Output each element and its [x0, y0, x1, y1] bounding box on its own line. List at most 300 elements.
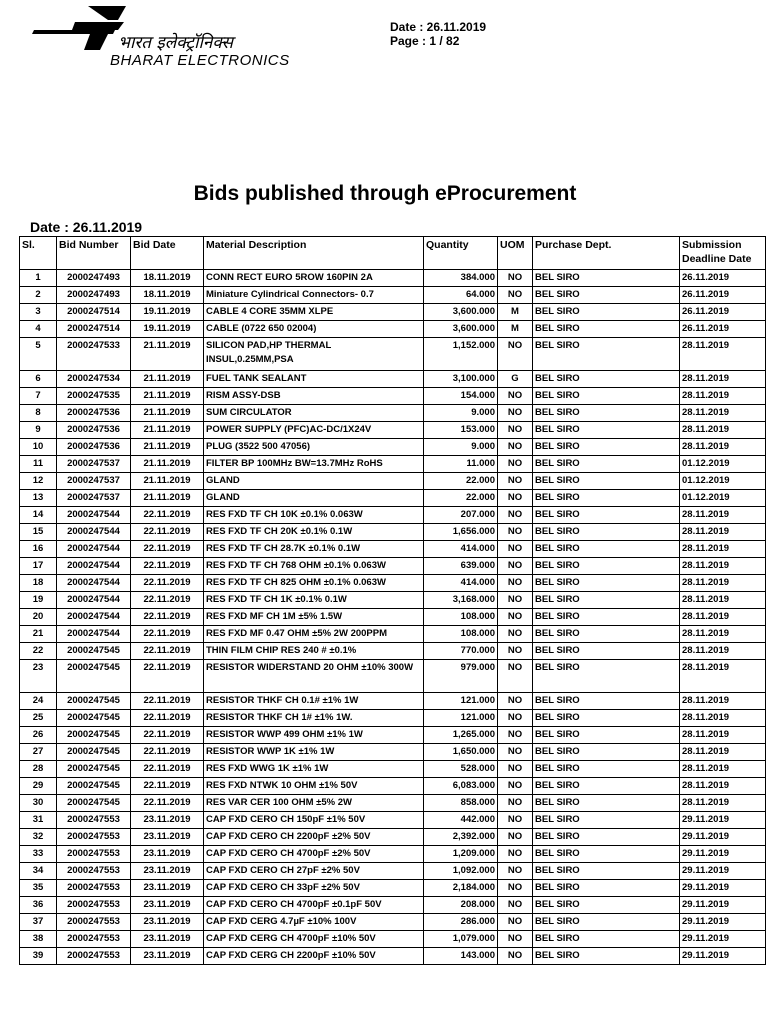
cell-quantity: 1,152.000 [424, 338, 498, 371]
cell-sl: 32 [20, 829, 57, 846]
table-row [20, 761, 766, 778]
cell-bid-number: 2000247536 [57, 439, 131, 456]
cell-quantity: 121.000 [424, 710, 498, 727]
cell-bid-number: 2000247514 [57, 321, 131, 338]
cell-submission-deadline: 29.11.2019 [680, 948, 766, 965]
cell-submission-deadline: 28.11.2019 [680, 795, 766, 812]
cell-bid-date: 19.11.2019 [131, 304, 204, 321]
cell-quantity: 384.000 [424, 270, 498, 287]
report-date: Date : 26.11.2019 [30, 219, 143, 235]
company-logo [20, 4, 350, 70]
cell-sl: 30 [20, 795, 57, 812]
cell-submission-deadline: 29.11.2019 [680, 880, 766, 897]
cell-submission-deadline: 29.11.2019 [680, 914, 766, 931]
cell-bid-number: 2000247537 [57, 456, 131, 473]
cell-quantity: 979.000 [424, 660, 498, 693]
cell-bid-date: 23.11.2019 [131, 880, 204, 897]
cell-bid-date: 23.11.2019 [131, 846, 204, 863]
cell-bid-number: 2000247553 [57, 829, 131, 846]
cell-sl: 22 [20, 643, 57, 660]
cell-uom: NO [498, 795, 533, 812]
cell-bid-number: 2000247544 [57, 626, 131, 643]
cell-quantity: 11.000 [424, 456, 498, 473]
cell-bid-number: 2000247545 [57, 727, 131, 744]
table-row [20, 880, 766, 897]
cell-purchase-dept: BEL SIRO [533, 524, 680, 541]
cell-submission-deadline: 28.11.2019 [680, 761, 766, 778]
cell-material-description: CAP FXD CERG CH 2200pF ±10% 50V [204, 948, 424, 965]
cell-uom: NO [498, 812, 533, 829]
cell-material-description: RES FXD MF CH 1M ±5% 1.5W [204, 609, 424, 626]
cell-purchase-dept: BEL SIRO [533, 880, 680, 897]
cell-quantity: 858.000 [424, 795, 498, 812]
cell-bid-date: 22.11.2019 [131, 541, 204, 558]
cell-uom: NO [498, 592, 533, 609]
cell-purchase-dept: BEL SIRO [533, 592, 680, 609]
cell-bid-date: 22.11.2019 [131, 693, 204, 710]
cell-quantity: 1,265.000 [424, 727, 498, 744]
cell-material-description: RESISTOR THKF CH 1# ±1% 1W. [204, 710, 424, 727]
cell-purchase-dept: BEL SIRO [533, 914, 680, 931]
cell-bid-date: 23.11.2019 [131, 829, 204, 846]
cell-sl: 12 [20, 473, 57, 490]
cell-submission-deadline: 28.11.2019 [680, 507, 766, 524]
cell-quantity: 1,092.000 [424, 863, 498, 880]
cell-material-description: FILTER BP 100MHz BW=13.7MHz RoHS [204, 456, 424, 473]
cell-bid-date: 21.11.2019 [131, 405, 204, 422]
column-header-bid-date: Bid Date [131, 237, 204, 270]
cell-submission-deadline: 26.11.2019 [680, 287, 766, 304]
cell-submission-deadline: 26.11.2019 [680, 321, 766, 338]
cell-uom: NO [498, 863, 533, 880]
cell-uom: NO [498, 660, 533, 693]
cell-purchase-dept: BEL SIRO [533, 931, 680, 948]
cell-bid-date: 21.11.2019 [131, 439, 204, 456]
cell-bid-date: 21.11.2019 [131, 422, 204, 439]
cell-bid-number: 2000247545 [57, 710, 131, 727]
cell-bid-date: 18.11.2019 [131, 270, 204, 287]
cell-purchase-dept: BEL SIRO [533, 405, 680, 422]
cell-submission-deadline: 29.11.2019 [680, 812, 766, 829]
cell-bid-number: 2000247544 [57, 524, 131, 541]
cell-quantity: 108.000 [424, 626, 498, 643]
cell-quantity: 207.000 [424, 507, 498, 524]
table-row [20, 405, 766, 422]
logo-english-text: BHARAT ELECTRONICS [110, 52, 290, 69]
cell-quantity: 9.000 [424, 405, 498, 422]
cell-sl: 15 [20, 524, 57, 541]
cell-sl: 39 [20, 948, 57, 965]
cell-bid-number: 2000247536 [57, 422, 131, 439]
cell-sl: 29 [20, 778, 57, 795]
cell-quantity: 208.000 [424, 897, 498, 914]
table-row [20, 473, 766, 490]
cell-bid-date: 22.11.2019 [131, 660, 204, 693]
cell-sl: 23 [20, 660, 57, 693]
cell-quantity: 414.000 [424, 541, 498, 558]
cell-quantity: 3,100.000 [424, 371, 498, 388]
cell-quantity: 143.000 [424, 948, 498, 965]
cell-purchase-dept: BEL SIRO [533, 761, 680, 778]
cell-bid-number: 2000247536 [57, 405, 131, 422]
cell-material-description: RISM ASSY-DSB [204, 388, 424, 405]
cell-submission-deadline: 28.11.2019 [680, 558, 766, 575]
cell-submission-deadline: 29.11.2019 [680, 846, 766, 863]
cell-bid-number: 2000247544 [57, 575, 131, 592]
cell-uom: NO [498, 846, 533, 863]
cell-bid-number: 2000247533 [57, 338, 131, 371]
cell-submission-deadline: 29.11.2019 [680, 897, 766, 914]
table-row [20, 931, 766, 948]
table-row [20, 609, 766, 626]
cell-quantity: 528.000 [424, 761, 498, 778]
cell-material-description: RES FXD TF CH 20K ±0.1% 0.1W [204, 524, 424, 541]
cell-bid-number: 2000247553 [57, 812, 131, 829]
cell-bid-number: 2000247553 [57, 948, 131, 965]
column-header-sl: Sl. [20, 237, 57, 270]
cell-material-description: CABLE (0722 650 02004) [204, 321, 424, 338]
cell-material-description: RESISTOR WIDERSTAND 20 OHM ±10% 300W [204, 660, 424, 693]
cell-sl: 24 [20, 693, 57, 710]
table-row [20, 778, 766, 795]
cell-uom: NO [498, 388, 533, 405]
cell-submission-deadline: 28.11.2019 [680, 575, 766, 592]
cell-submission-deadline: 28.11.2019 [680, 524, 766, 541]
table-row [20, 558, 766, 575]
cell-submission-deadline: 01.12.2019 [680, 490, 766, 507]
table-row [20, 727, 766, 744]
cell-quantity: 121.000 [424, 693, 498, 710]
cell-bid-number: 2000247544 [57, 609, 131, 626]
cell-purchase-dept: BEL SIRO [533, 660, 680, 693]
cell-bid-date: 23.11.2019 [131, 863, 204, 880]
cell-quantity: 3,600.000 [424, 321, 498, 338]
cell-sl: 36 [20, 897, 57, 914]
cell-purchase-dept: BEL SIRO [533, 710, 680, 727]
cell-sl: 13 [20, 490, 57, 507]
cell-bid-number: 2000247493 [57, 270, 131, 287]
cell-material-description: RES VAR CER 100 OHM ±5% 2W [204, 795, 424, 812]
cell-sl: 10 [20, 439, 57, 456]
cell-bid-number: 2000247537 [57, 473, 131, 490]
cell-purchase-dept: BEL SIRO [533, 846, 680, 863]
document-meta [390, 20, 486, 48]
cell-sl: 35 [20, 880, 57, 897]
cell-bid-date: 21.11.2019 [131, 490, 204, 507]
cell-quantity: 1,650.000 [424, 744, 498, 761]
cell-purchase-dept: BEL SIRO [533, 778, 680, 795]
cell-bid-date: 22.11.2019 [131, 761, 204, 778]
cell-sl: 25 [20, 710, 57, 727]
cell-submission-deadline: 28.11.2019 [680, 371, 766, 388]
cell-material-description: CAP FXD CERO CH 2200pF ±2% 50V [204, 829, 424, 846]
cell-purchase-dept: BEL SIRO [533, 422, 680, 439]
table-row [20, 744, 766, 761]
cell-submission-deadline: 28.11.2019 [680, 626, 766, 643]
cell-uom: NO [498, 558, 533, 575]
cell-sl: 31 [20, 812, 57, 829]
cell-submission-deadline: 28.11.2019 [680, 405, 766, 422]
table-row [20, 490, 766, 507]
cell-bid-date: 22.11.2019 [131, 795, 204, 812]
bids-table [19, 236, 766, 965]
cell-material-description: THIN FILM CHIP RES 240 # ±0.1% [204, 643, 424, 660]
cell-material-description: RESISTOR WWP 1K ±1% 1W [204, 744, 424, 761]
table-row [20, 507, 766, 524]
column-header-uom: UOM [498, 237, 533, 270]
cell-submission-deadline: 28.11.2019 [680, 439, 766, 456]
table-row [20, 863, 766, 880]
cell-bid-date: 21.11.2019 [131, 456, 204, 473]
cell-sl: 1 [20, 270, 57, 287]
cell-uom: NO [498, 541, 533, 558]
cell-uom: NO [498, 643, 533, 660]
cell-bid-date: 21.11.2019 [131, 473, 204, 490]
cell-sl: 27 [20, 744, 57, 761]
table-row [20, 846, 766, 863]
cell-uom: NO [498, 880, 533, 897]
cell-uom: NO [498, 338, 533, 371]
cell-material-description: SUM CIRCULATOR [204, 405, 424, 422]
cell-sl: 5 [20, 338, 57, 371]
table-row [20, 388, 766, 405]
table-row [20, 422, 766, 439]
page-title: Bids published through eProcurement [193, 182, 577, 205]
cell-sl: 38 [20, 931, 57, 948]
table-row [20, 456, 766, 473]
cell-quantity: 286.000 [424, 914, 498, 931]
cell-bid-date: 22.11.2019 [131, 778, 204, 795]
cell-uom: NO [498, 914, 533, 931]
cell-submission-deadline: 28.11.2019 [680, 660, 766, 693]
cell-uom: NO [498, 490, 533, 507]
cell-purchase-dept: BEL SIRO [533, 287, 680, 304]
cell-material-description: CONN RECT EURO 5ROW 160PIN 2A [204, 270, 424, 287]
cell-purchase-dept: BEL SIRO [533, 609, 680, 626]
table-row [20, 270, 766, 287]
column-header-quantity: Quantity [424, 237, 498, 270]
cell-purchase-dept: BEL SIRO [533, 338, 680, 371]
cell-purchase-dept: BEL SIRO [533, 812, 680, 829]
cell-purchase-dept: BEL SIRO [533, 456, 680, 473]
cell-bid-number: 2000247553 [57, 897, 131, 914]
cell-bid-date: 23.11.2019 [131, 914, 204, 931]
column-header-submission-deadline: Submission Deadline Date [680, 237, 766, 270]
cell-uom: NO [498, 931, 533, 948]
cell-quantity: 9.000 [424, 439, 498, 456]
cell-uom: NO [498, 761, 533, 778]
cell-uom: NO [498, 609, 533, 626]
cell-quantity: 442.000 [424, 812, 498, 829]
cell-purchase-dept: BEL SIRO [533, 897, 680, 914]
cell-material-description: RESISTOR WWP 499 OHM ±1% 1W [204, 727, 424, 744]
cell-sl: 20 [20, 609, 57, 626]
cell-sl: 8 [20, 405, 57, 422]
cell-quantity: 64.000 [424, 287, 498, 304]
cell-uom: NO [498, 778, 533, 795]
cell-sl: 7 [20, 388, 57, 405]
cell-material-description: SILICON PAD,HP THERMAL INSUL,0.25MM,PSA [204, 338, 424, 371]
cell-material-description: RES FXD MF 0.47 OHM ±5% 2W 200PPM [204, 626, 424, 643]
cell-purchase-dept: BEL SIRO [533, 507, 680, 524]
cell-bid-date: 22.11.2019 [131, 507, 204, 524]
cell-sl: 26 [20, 727, 57, 744]
cell-purchase-dept: BEL SIRO [533, 304, 680, 321]
cell-material-description: PLUG (3522 500 47056) [204, 439, 424, 456]
cell-bid-date: 22.11.2019 [131, 744, 204, 761]
cell-bid-date: 23.11.2019 [131, 931, 204, 948]
cell-material-description: GLAND [204, 490, 424, 507]
cell-purchase-dept: BEL SIRO [533, 693, 680, 710]
table-row [20, 710, 766, 727]
cell-bid-date: 23.11.2019 [131, 897, 204, 914]
cell-purchase-dept: BEL SIRO [533, 490, 680, 507]
table-row [20, 693, 766, 710]
cell-uom: NO [498, 422, 533, 439]
cell-sl: 14 [20, 507, 57, 524]
table-row [20, 541, 766, 558]
cell-bid-number: 2000247514 [57, 304, 131, 321]
cell-sl: 19 [20, 592, 57, 609]
cell-bid-number: 2000247545 [57, 761, 131, 778]
logo-hindi-text: भारत इलेक्ट्रॉनिक्स [118, 33, 234, 53]
cell-submission-deadline: 28.11.2019 [680, 388, 766, 405]
cell-material-description: RES FXD NTWK 10 OHM ±1% 50V [204, 778, 424, 795]
cell-material-description: CAP FXD CERO CH 4700pF ±2% 50V [204, 846, 424, 863]
cell-purchase-dept: BEL SIRO [533, 270, 680, 287]
cell-bid-number: 2000247545 [57, 693, 131, 710]
cell-material-description: RES FXD TF CH 825 OHM ±0.1% 0.063W [204, 575, 424, 592]
cell-uom: NO [498, 524, 533, 541]
cell-bid-date: 23.11.2019 [131, 812, 204, 829]
cell-quantity: 770.000 [424, 643, 498, 660]
cell-bid-date: 22.11.2019 [131, 558, 204, 575]
cell-quantity: 1,209.000 [424, 846, 498, 863]
cell-bid-date: 22.11.2019 [131, 710, 204, 727]
cell-material-description: CAP FXD CERG CH 4700pF ±10% 50V [204, 931, 424, 948]
cell-purchase-dept: BEL SIRO [533, 948, 680, 965]
cell-bid-number: 2000247545 [57, 778, 131, 795]
cell-purchase-dept: BEL SIRO [533, 863, 680, 880]
cell-submission-deadline: 28.11.2019 [680, 693, 766, 710]
cell-submission-deadline: 29.11.2019 [680, 829, 766, 846]
cell-sl: 34 [20, 863, 57, 880]
cell-uom: NO [498, 727, 533, 744]
cell-submission-deadline: 28.11.2019 [680, 710, 766, 727]
cell-submission-deadline: 28.11.2019 [680, 338, 766, 371]
table-row [20, 812, 766, 829]
cell-quantity: 153.000 [424, 422, 498, 439]
cell-material-description: RES FXD WWG 1K ±1% 1W [204, 761, 424, 778]
cell-material-description: CAP FXD CERO CH 27pF ±2% 50V [204, 863, 424, 880]
cell-bid-number: 2000247553 [57, 880, 131, 897]
table-row [20, 371, 766, 388]
table-row [20, 897, 766, 914]
cell-material-description: CABLE 4 CORE 35MM XLPE [204, 304, 424, 321]
cell-material-description: CAP FXD CERO CH 33pF ±2% 50V [204, 880, 424, 897]
cell-material-description: CAP FXD CERG 4.7µF ±10% 100V [204, 914, 424, 931]
table-row [20, 643, 766, 660]
column-header-material-description: Material Description [204, 237, 424, 270]
cell-bid-date: 22.11.2019 [131, 592, 204, 609]
cell-purchase-dept: BEL SIRO [533, 744, 680, 761]
cell-bid-date: 22.11.2019 [131, 524, 204, 541]
cell-quantity: 22.000 [424, 490, 498, 507]
cell-submission-deadline: 28.11.2019 [680, 778, 766, 795]
cell-sl: 16 [20, 541, 57, 558]
cell-purchase-dept: BEL SIRO [533, 575, 680, 592]
table-row [20, 829, 766, 846]
cell-purchase-dept: BEL SIRO [533, 727, 680, 744]
logo-emblem-icon [20, 4, 130, 54]
cell-uom: NO [498, 829, 533, 846]
cell-submission-deadline: 28.11.2019 [680, 609, 766, 626]
cell-bid-number: 2000247553 [57, 846, 131, 863]
cell-bid-number: 2000247545 [57, 744, 131, 761]
cell-bid-number: 2000247537 [57, 490, 131, 507]
cell-purchase-dept: BEL SIRO [533, 643, 680, 660]
table-row [20, 287, 766, 304]
cell-bid-number: 2000247535 [57, 388, 131, 405]
cell-uom: NO [498, 575, 533, 592]
cell-quantity: 3,168.000 [424, 592, 498, 609]
table-row [20, 795, 766, 812]
cell-uom: NO [498, 287, 533, 304]
cell-uom: NO [498, 439, 533, 456]
cell-material-description: RES FXD TF CH 1K ±0.1% 0.1W [204, 592, 424, 609]
cell-submission-deadline: 28.11.2019 [680, 422, 766, 439]
cell-sl: 33 [20, 846, 57, 863]
cell-sl: 21 [20, 626, 57, 643]
cell-sl: 2 [20, 287, 57, 304]
cell-material-description: FUEL TANK SEALANT [204, 371, 424, 388]
cell-bid-number: 2000247553 [57, 931, 131, 948]
cell-submission-deadline: 28.11.2019 [680, 541, 766, 558]
cell-material-description: POWER SUPPLY (PFC)AC-DC/1X24V [204, 422, 424, 439]
cell-quantity: 1,656.000 [424, 524, 498, 541]
cell-submission-deadline: 01.12.2019 [680, 456, 766, 473]
cell-bid-number: 2000247544 [57, 507, 131, 524]
cell-purchase-dept: BEL SIRO [533, 626, 680, 643]
cell-sl: 37 [20, 914, 57, 931]
cell-material-description: CAP FXD CERO CH 4700pF ±0.1pF 50V [204, 897, 424, 914]
cell-bid-number: 2000247544 [57, 558, 131, 575]
cell-sl: 18 [20, 575, 57, 592]
cell-bid-date: 22.11.2019 [131, 626, 204, 643]
cell-uom: NO [498, 948, 533, 965]
cell-bid-number: 2000247553 [57, 863, 131, 880]
table-row [20, 524, 766, 541]
cell-bid-date: 19.11.2019 [131, 321, 204, 338]
page-number: Page : 1 / 82 [390, 34, 460, 48]
cell-purchase-dept: BEL SIRO [533, 321, 680, 338]
cell-purchase-dept: BEL SIRO [533, 829, 680, 846]
cell-uom: NO [498, 456, 533, 473]
cell-purchase-dept: BEL SIRO [533, 558, 680, 575]
column-header-purchase-dept: Purchase Dept. [533, 237, 680, 270]
cell-sl: 11 [20, 456, 57, 473]
table-row [20, 321, 766, 338]
cell-submission-deadline: 29.11.2019 [680, 931, 766, 948]
bids-table-body [20, 270, 766, 965]
cell-submission-deadline: 26.11.2019 [680, 304, 766, 321]
cell-uom: NO [498, 693, 533, 710]
table-row [20, 439, 766, 456]
cell-uom: M [498, 304, 533, 321]
cell-bid-date: 21.11.2019 [131, 338, 204, 371]
cell-material-description: CAP FXD CERO CH 150pF ±1% 50V [204, 812, 424, 829]
cell-uom: NO [498, 744, 533, 761]
